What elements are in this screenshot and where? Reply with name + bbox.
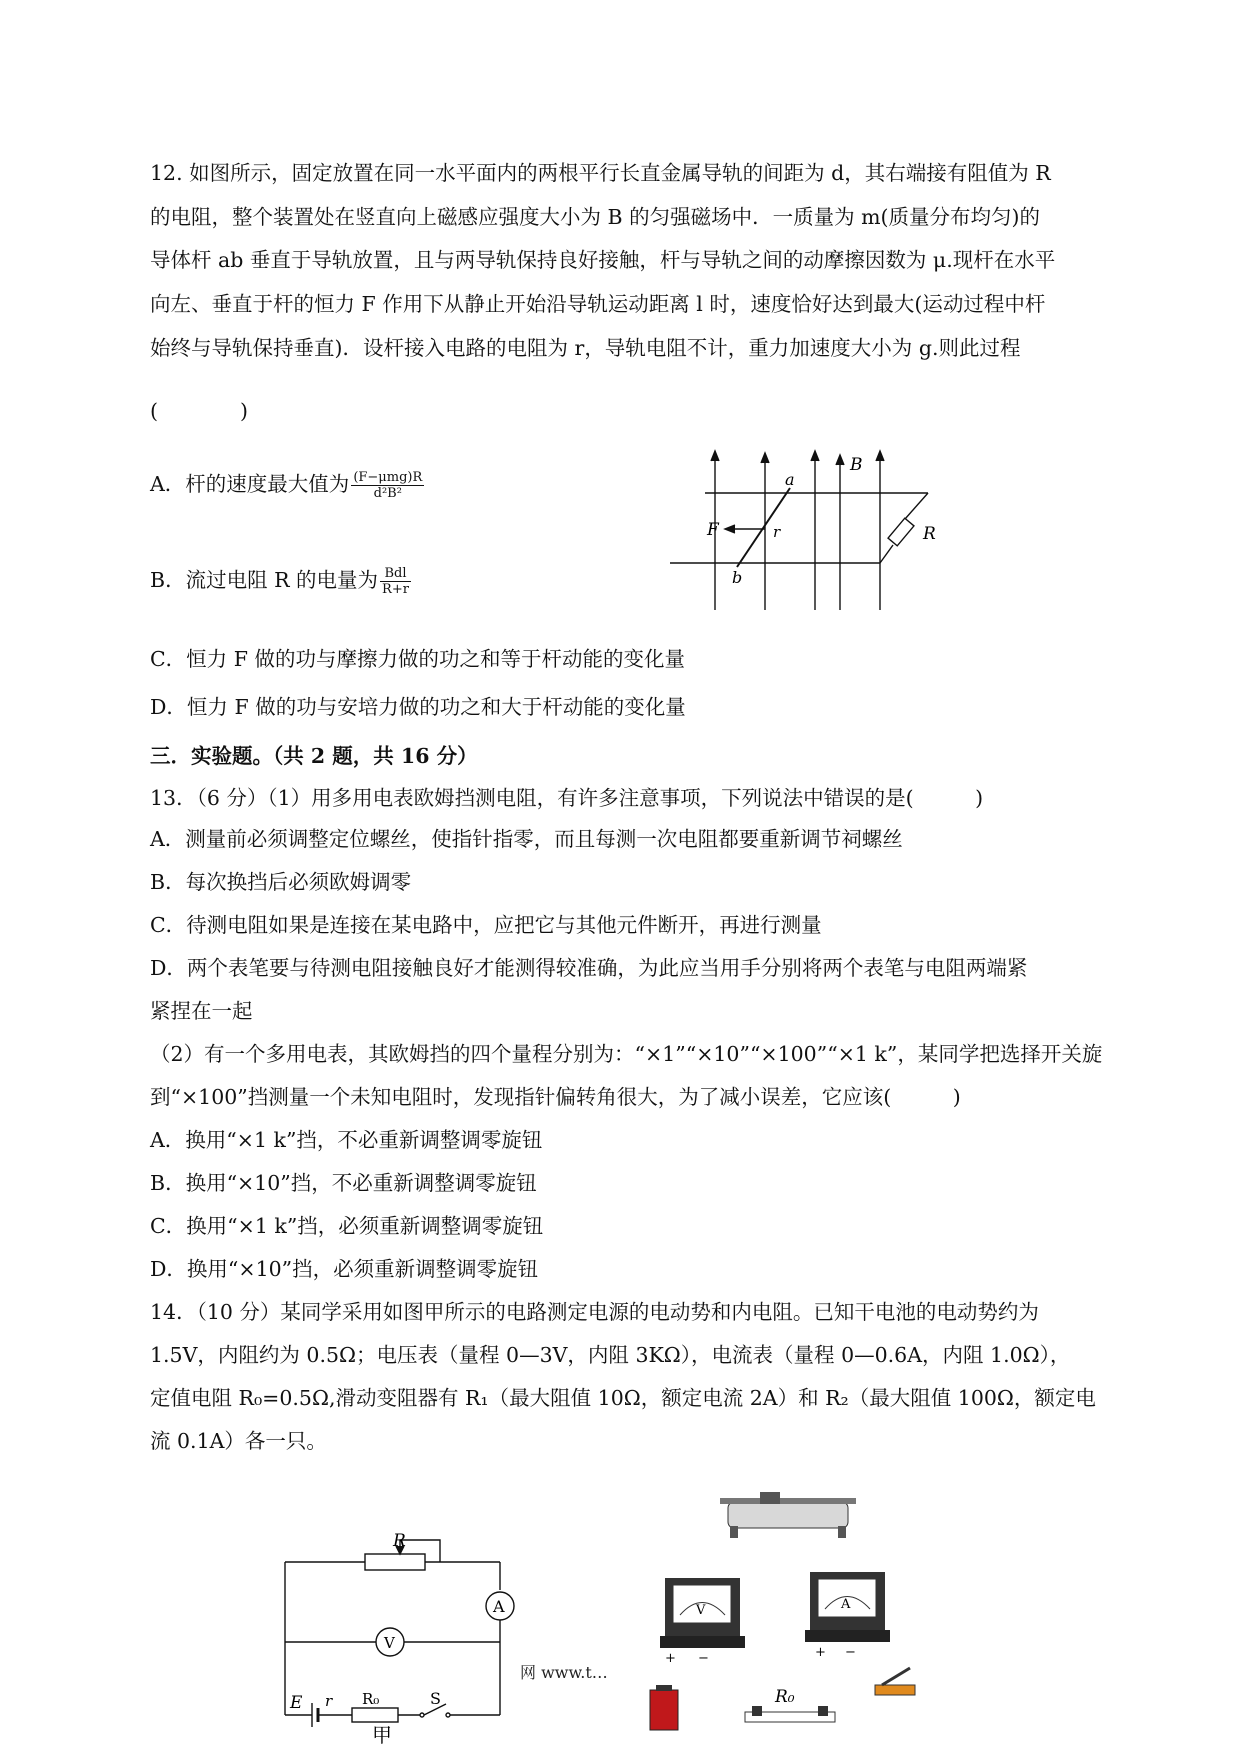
q13-part2-option-c: C．换用“×1 k”挡，必须重新调整调零旋钮 <box>150 1214 544 1238</box>
q13-option-c: C．待测电阻如果是连接在某电路中，应把它与其他元件断开，再进行测量 <box>150 913 822 937</box>
voltmeter-face-label: V <box>696 1603 706 1618</box>
q12-line-4: 向左、垂直于杆的恒力 F 作用下从静止开始沿导轨运动距离 l 时，速度恰好达到最大(运动过程中杆 <box>150 292 1046 316</box>
q12-line-3: 导体杆 ab 垂直于导轨放置，且与两导轨保持良好接触，杆与导轨之间的动摩擦因数为 μ.现杆在水平 <box>150 248 1056 272</box>
q13-option-b: B．每次换挡后必须欧姆调零 <box>150 870 412 894</box>
q12-option-a <box>150 470 424 501</box>
q12-option-a-text: A．杆的速度最大值为 <box>150 472 350 496</box>
ammeter-plus: + <box>815 1645 826 1660</box>
q14-line-4: 流 0.1A）各一只。 <box>150 1429 327 1453</box>
q13-option-a: A．测量前必须调整定位螺丝，使指针指零，而且每测一次电阻都要重新调节祠螺丝 <box>150 827 903 851</box>
battery-picture <box>650 1685 678 1730</box>
circuit-label-internal-r: r <box>325 1692 333 1710</box>
label-r: r <box>773 523 781 541</box>
figure-caption: 甲 <box>372 1723 392 1745</box>
voltmeter-label: V <box>384 1634 395 1652</box>
label-force: F <box>707 520 719 540</box>
voltmeter-picture <box>660 1578 745 1666</box>
ammeter-minus: − <box>845 1645 856 1660</box>
ammeter-face-label: A <box>841 1597 851 1612</box>
q13-part2-option-d: D．换用“×10”挡，必须重新调整调零旋钮 <box>150 1257 539 1281</box>
q12-rail-figure <box>665 445 955 615</box>
r0-picture-label: R₀ <box>775 1687 795 1707</box>
fraction-denominator: R+r <box>382 582 409 597</box>
q14-line-1: 14．（10 分）某同学采用如图甲所示的电路测定电源的电动势和内电阻。已知干电池的电动势约为 <box>150 1300 1039 1324</box>
q12-option-b-text: B．流过电阻 R 的电量为 <box>150 568 379 592</box>
q14-line-2: 1.5V，内阻约为 0.5Ω；电压表（量程 0—3V，内阻 3KΩ），电流表（量程 0—0.6A，内阻 1.0Ω）， <box>150 1343 1071 1367</box>
label-resistor: R <box>923 524 936 544</box>
label-a: a <box>785 470 795 489</box>
q14-circuit-diagram <box>280 1520 540 1745</box>
q14-apparatus-figure <box>520 1490 940 1735</box>
q13-part2-line-2: 到“×100”挡测量一个未知电阻时，发现指针偏转角很大，为了减小误差，它应该( ) <box>150 1085 961 1109</box>
q12-option-d: D．恒力 F 做的功与安培力做的功之和大于杆动能的变化量 <box>150 695 686 719</box>
q12-line-2: 的电阻，整个装置处在竖直向上磁感应强度大小为 B 的匀强磁场中．一质量为 m(质量分布均匀)的 <box>150 205 1041 229</box>
q12-line-1: 12. 如图所示，固定放置在同一水平面内的两根平行长直金属导轨的间距为 d，其右端接有阻值为 R <box>150 161 1051 185</box>
q12-option-b-fraction <box>380 566 411 597</box>
resistor-r0-picture <box>745 1687 835 1722</box>
voltmeter-plus: + <box>665 1651 676 1666</box>
fraction-numerator: Bdl <box>380 566 411 582</box>
circuit-label-e: E <box>290 1693 303 1713</box>
label-b-end: b <box>732 568 743 587</box>
q12-line-5: 始终与导轨保持垂直)．设杆接入电路的电阻为 r，导轨电阻不计，重力加速度大小为 g.则此过程 <box>150 336 1021 360</box>
q12-answer-blank: ( ) <box>150 399 248 423</box>
label-b-field: B <box>850 455 863 475</box>
ammeter-label: A <box>493 1597 505 1616</box>
circuit-label-s: S <box>430 1689 441 1708</box>
q13-stem: 13．（6 分）（1）用多用电表欧姆挡测电阻，有许多注意事项，下列说法中错误的是( ) <box>150 786 984 810</box>
switch-picture <box>875 1668 915 1695</box>
q12-option-b <box>150 566 411 597</box>
q13-part2-option-b: B．换用“×10”挡，不必重新调整调零旋钮 <box>150 1171 537 1195</box>
q13-option-d: D．两个表笔要与待测电阻接触良好才能测得较准确，为此应当用手分别将两个表笔与电阻两端紧 <box>150 956 1028 980</box>
q13-option-d-cont: 紧捏在一起 <box>150 999 253 1023</box>
ammeter-picture <box>805 1572 890 1660</box>
fraction-denominator: d²B² <box>373 486 402 501</box>
watermark-text: 网 www.t… <box>520 1663 608 1682</box>
q14-line-3: 定值电阻 R₀=0.5Ω,滑动变阻器有 R₁（最大阻值 10Ω，额定电流 2A）和 R₂（最大阻值 100Ω，额定电 <box>150 1386 1096 1410</box>
rheostat-picture <box>720 1492 856 1538</box>
q12-option-a-fraction <box>351 470 424 501</box>
q13-part2-option-a: A．换用“×1 k”挡，不必重新调整调零旋钮 <box>150 1128 543 1152</box>
voltmeter-minus: − <box>698 1651 709 1666</box>
fraction-numerator: (F−μmg)R <box>353 470 423 485</box>
circuit-label-r0: R₀ <box>362 1690 380 1708</box>
section-title: 三．实验题。（共 2 题，共 16 分） <box>150 744 478 768</box>
circuit-label-r: R <box>393 1531 406 1551</box>
q13-part2-line-1: （2）有一个多用电表，其欧姆挡的四个量程分别为：“×1”“×10”“×100”“×1 k”，某同学把选择开关旋 <box>150 1042 1103 1066</box>
q12-option-c: C．恒力 F 做的功与摩擦力做的功之和等于杆动能的变化量 <box>150 647 685 671</box>
